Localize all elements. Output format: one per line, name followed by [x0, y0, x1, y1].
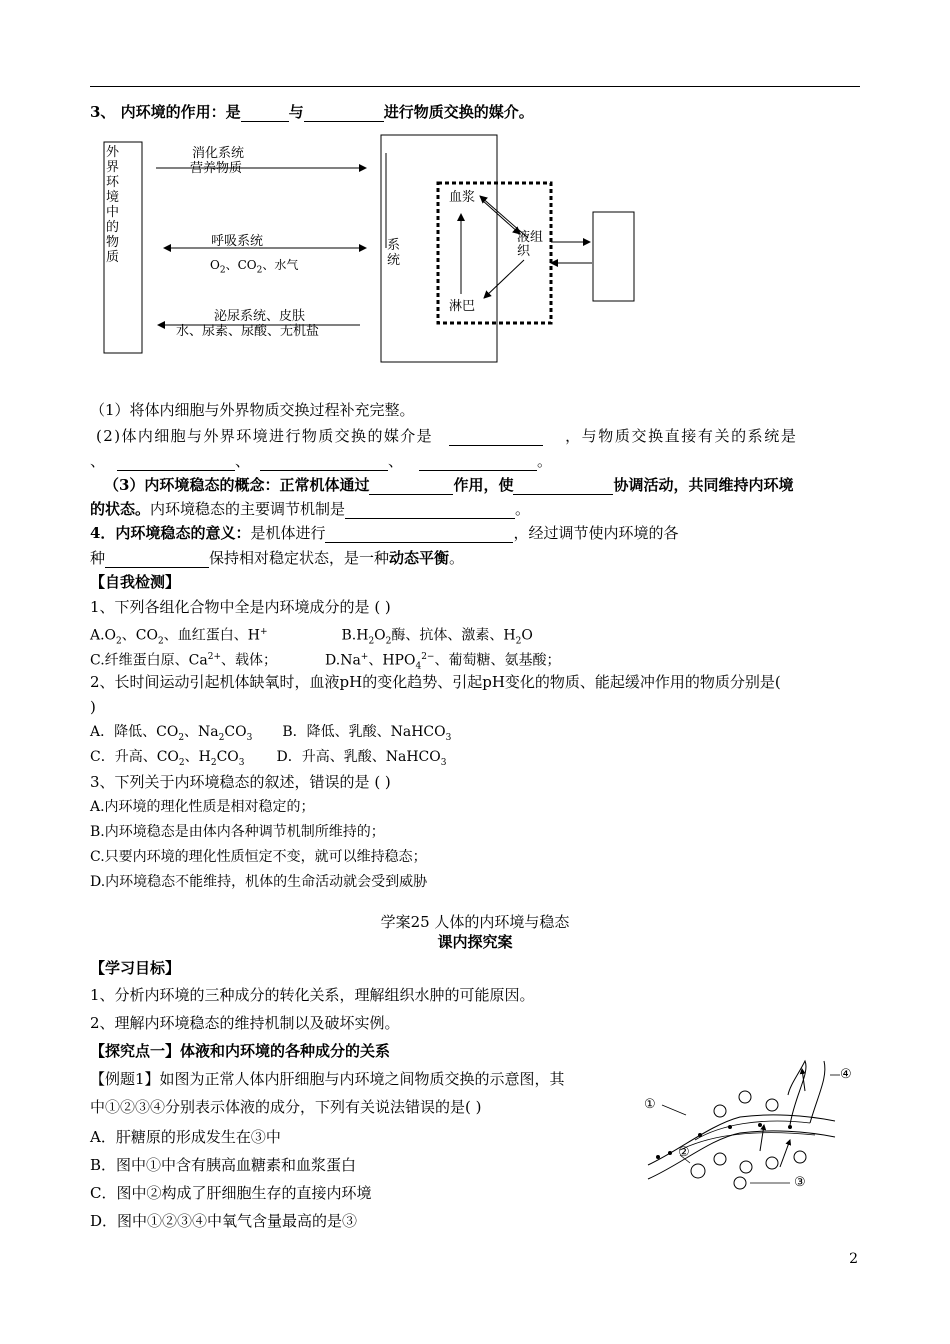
check-2-stem: 2、长时间运动引起机体缺氧时，血液pH的变化趋势、引起pH变化的物质、能起缓冲作用的物质分别是( [90, 673, 781, 691]
sub-question-1: （1）将体内细胞与外界物质交换过程补充完整。 [90, 401, 415, 419]
urinary-label: 泌尿系统、皮肤 [214, 309, 306, 324]
exchange-diagram [0, 0, 950, 400]
example-1-option-a: A．肝糖原的形成发生在③中 [90, 1128, 281, 1146]
explore-heading: 【探究点一】体液和内环境的各种成分的关系 [90, 1042, 391, 1060]
question-4: 4．内环境稳态的意义：是机体进行 ，经过调节使内环境的各 [90, 524, 679, 542]
figure-label-2: ② [678, 1145, 690, 1160]
check-3-option-a: A.内环境的理化性质是相对稳定的； [90, 799, 315, 815]
example-1-stem-cont: 中①②③④分别表示体液的成分，下列有关说法错误的是( ) [90, 1098, 482, 1116]
case-title: 学案25 人体的内环境与稳态 [380, 913, 570, 931]
check-3-option-d: D.内环境稳态不能维持，机体的生命活动就会受到威胁 [90, 874, 428, 890]
sub-question-3: （3）内环境稳态的概念：正常机体通过 作用，使 协调活动，共同维持内环境 [104, 476, 794, 494]
figure-label-1: ① [644, 1097, 656, 1112]
respiratory-label: 呼吸系统 [211, 234, 264, 249]
gases-label: $O_2$、$CO_2$、水气 [210, 258, 299, 276]
check-2-close: ) [90, 698, 96, 716]
sub-question-2-blanks: 、 、 、 。 [90, 452, 553, 470]
system-label: 系统 [387, 238, 401, 268]
plasma-label: 血浆 [449, 190, 476, 205]
tissue-fluid-label: 液组织 [517, 230, 544, 259]
q3-prefix: 3、 内环境的作用：是 [90, 103, 241, 121]
question-4-cont: 种 保持相对稳定状态，是一种动态平衡。 [90, 549, 465, 567]
sub-question-3-cont: 的状态。内环境稳态的主要调节机制是 。 [90, 500, 531, 518]
sub-question-2: (2)体内细胞与外界环境进行物质交换的媒介是 ，与物质交换直接有关的系统是 [96, 427, 798, 445]
goals-heading: 【学习目标】 [90, 959, 181, 977]
digestive-label: 消化系统 [192, 146, 245, 161]
check-2-options-cd: C．升高、$CO_2$、$H_2CO_3$ D．升高、乳酸、NaHCO$_3$ [90, 749, 447, 768]
page-number: 2 [849, 1251, 858, 1267]
example-1-option-c: C．图中②构成了肝细胞生存的直接内环境 [90, 1184, 372, 1202]
example-1-stem: 【例题1】如图为正常人体内肝细胞与内环境之间物质交换的示意图，其 [90, 1070, 565, 1088]
example-1-option-b: B．图中①中含有胰高血糖素和血浆蛋白 [90, 1156, 357, 1174]
lymph-label: 淋巴 [449, 299, 476, 314]
wastes-label: 水、尿素、尿酸、无机盐 [176, 324, 320, 339]
check-2-options-ab: A．降低、$CO_2$、$Na_2CO_3$ B．降低、乳酸、NaHCO$_3$ [90, 724, 452, 743]
figure-label-4: ④ [840, 1067, 852, 1082]
check-1-options-cd: C.纤维蛋白原、$Ca^{2+}$、载体； D.Na+、$HPO_4^{2-}$、葡萄糖、氨基酸； [90, 652, 561, 672]
check-3-stem: 3、下列关于内环境稳态的叙述，错误的是 ( ) [90, 773, 391, 791]
self-check-heading: 【自我检测】 [90, 573, 181, 591]
outer-environment-label: 外界环境中的物质 [106, 145, 120, 265]
figure-label-3: ③ [794, 1175, 806, 1190]
question-3: 3、 内环境的作用：是 与 进行物质交换的媒介。 [90, 103, 534, 121]
case-subtitle: 课内探究案 [437, 933, 513, 951]
check-3-option-b: B.内环境稳态是由体内各种调节机制所维持的； [90, 824, 385, 840]
check-1-stem: 1、下列各组化合物中全是内环境成分的是 ( ) [90, 598, 391, 616]
example-1-option-d: D．图中①②③④中氧气含量最高的是③ [90, 1212, 358, 1230]
liver-cell-figure [640, 1055, 860, 1195]
goal-1: 1、分析内环境的三种成分的转化关系，理解组织水肿的可能原因。 [90, 986, 535, 1004]
goal-2: 2、理解内环境稳态的维持机制以及破坏实例。 [90, 1014, 400, 1032]
check-3-option-c: C.只要内环境的理化性质恒定不变，就可以维持稳态； [90, 849, 427, 865]
nutrients-label: 营养物质 [190, 161, 243, 176]
check-1-options-ab: $A.O_2$、$CO_2$、血红蛋白、H+ $B.H_2O_2$酶、抗体、激素、$H_2O$ [90, 627, 533, 647]
liver-cell-figure-drawing [640, 1055, 860, 1195]
